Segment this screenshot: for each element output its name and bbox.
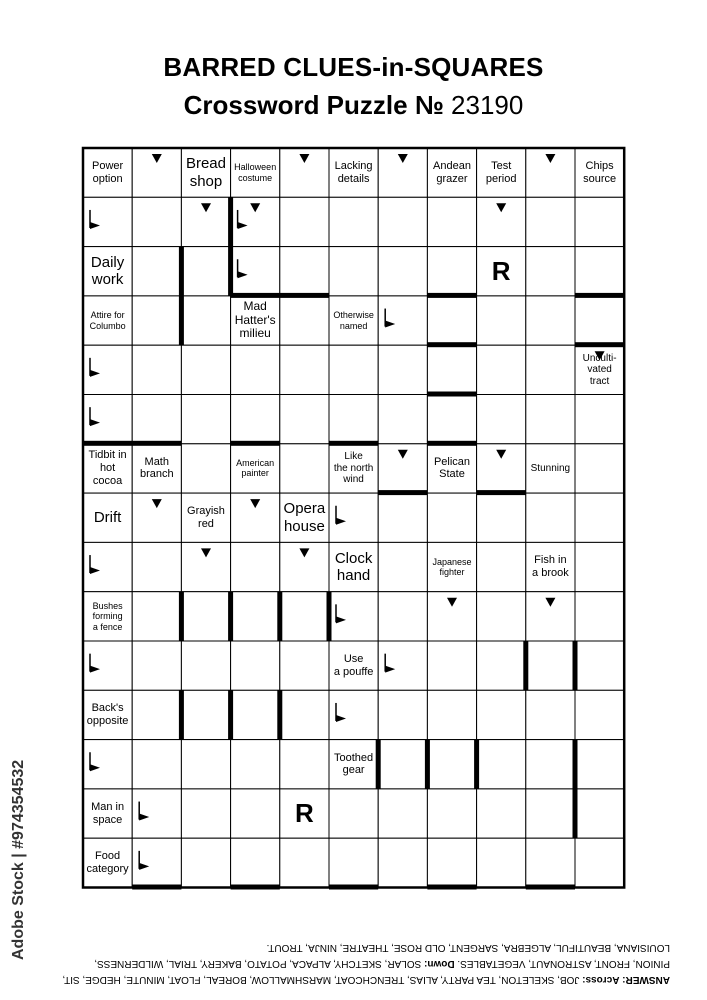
stock-watermark: Adobe Stock | #974354532 (10, 759, 27, 960)
grid-cell (181, 444, 230, 493)
word-bar-horizontal (477, 490, 526, 495)
clue-cell: Bushes forming a fence (92, 600, 123, 632)
clue-cell: Back's opposite (86, 702, 129, 727)
grid-cell (477, 838, 526, 887)
grid-cell (575, 296, 624, 345)
grid-cell (575, 740, 624, 789)
grid-cell (280, 641, 329, 690)
grid-cell (526, 345, 575, 394)
grid-cell (280, 296, 329, 345)
grid-cell (526, 641, 575, 690)
clue-cell: Daily work (90, 253, 125, 289)
clue-cell: Power option (92, 160, 124, 185)
grid-cell (378, 789, 427, 838)
clue-cell: Clock hand (334, 549, 373, 585)
grid-cell (280, 690, 329, 739)
grid-cell (575, 493, 624, 542)
word-bar-vertical (228, 247, 233, 296)
clue-cell: Math branch (139, 455, 174, 481)
grid-cell (526, 247, 575, 296)
grid-cell (575, 592, 624, 641)
word-bar-horizontal (280, 293, 329, 298)
grid-cell (132, 641, 181, 690)
grid-cell (280, 444, 329, 493)
grid-cell (231, 690, 280, 739)
grid-cell (378, 197, 427, 246)
grid-cell (132, 592, 181, 641)
grid-cell (477, 592, 526, 641)
grid-cell (477, 395, 526, 444)
clue-cell: Mad Hatter's milieu (234, 298, 276, 341)
word-bar-horizontal (427, 342, 476, 347)
clue-cell: Stunning (530, 462, 571, 474)
clue-cell: Pelican State (433, 455, 471, 481)
subtitle-prefix: Crossword Puzzle № (183, 90, 444, 120)
word-bar-horizontal (526, 885, 575, 890)
grid-cell (378, 542, 427, 591)
grid-cell (427, 838, 476, 887)
grid-cell (329, 395, 378, 444)
grid-cell (477, 296, 526, 345)
clue-cell: Drift (93, 509, 122, 527)
word-bar-vertical (523, 641, 528, 690)
clue-cell: Toothed gear (334, 751, 374, 777)
grid-cell (231, 789, 280, 838)
grid-cell (378, 345, 427, 394)
given-letter: R (295, 798, 314, 829)
clue-cell: Otherwise named (333, 310, 374, 331)
grid-cell (477, 542, 526, 591)
clue-cell: Lacking details (334, 160, 373, 185)
grid-cell (181, 690, 230, 739)
word-bar-vertical (179, 296, 184, 345)
grid-cell (477, 641, 526, 690)
puzzle-number: 23190 (451, 90, 524, 120)
grid-cell (378, 395, 427, 444)
grid-cell (329, 197, 378, 246)
grid-cell (427, 690, 476, 739)
clue-cell: Halloween costume (234, 162, 277, 183)
grid-cell (280, 395, 329, 444)
grid-cell (427, 296, 476, 345)
word-bar-vertical (228, 197, 233, 246)
grid-cell (477, 690, 526, 739)
clue-cell: Chips source (583, 160, 617, 185)
clue-cell: Japanese fighter (432, 556, 472, 578)
word-bar-vertical (327, 592, 332, 641)
grid-cell (280, 345, 329, 394)
grid-cell (575, 542, 624, 591)
answer-label: ANSWER: (622, 974, 670, 985)
word-bar-horizontal (575, 293, 624, 298)
grid-cell (181, 395, 230, 444)
word-bar-vertical (228, 592, 233, 641)
puzzle-title: BARRED CLUES-in-SQUARES (163, 52, 544, 82)
grid-cell (181, 838, 230, 887)
word-bar-horizontal (132, 885, 181, 890)
grid-cell (329, 838, 378, 887)
grid-cell (280, 838, 329, 887)
grid-cell (132, 197, 181, 246)
word-bar-vertical (179, 690, 184, 739)
grid-cell (526, 493, 575, 542)
grid-cell (427, 641, 476, 690)
answer-across-text: JOB, SKELETON, TEA PARTY, ALIAS, TRENCHCOAT, MARSHMALLOW, BOREAL, FLOAT, MINUTE, HEDGE, SIT, PINION, FRONT, ASTRONAUT, VEGETABLES. (62, 958, 670, 985)
word-bar-horizontal (378, 490, 427, 495)
clue-cell: Food category (86, 850, 129, 875)
grid-cell (181, 789, 230, 838)
grid-cell (575, 690, 624, 739)
word-bar-horizontal (329, 885, 378, 890)
grid-cell (427, 247, 476, 296)
grid-cell (231, 542, 280, 591)
grid-cell (181, 740, 230, 789)
word-bar-vertical (179, 592, 184, 641)
word-bar-vertical (573, 641, 578, 690)
word-bar-vertical (228, 690, 233, 739)
grid-cell (575, 444, 624, 493)
grid-cell (329, 789, 378, 838)
grid-cell (378, 740, 427, 789)
grid-cell (526, 296, 575, 345)
grid-cell (427, 345, 476, 394)
grid-cell (280, 197, 329, 246)
word-bar-horizontal (231, 885, 280, 890)
grid-cell (329, 247, 378, 296)
grid-cell (181, 592, 230, 641)
grid-cell (526, 838, 575, 887)
grid-cell (280, 247, 329, 296)
grid-cell (575, 789, 624, 838)
word-bar-vertical (277, 690, 282, 739)
grid-cell (526, 395, 575, 444)
word-bar-vertical (573, 789, 578, 838)
word-bar-horizontal (427, 885, 476, 890)
grid-cell (477, 740, 526, 789)
word-bar-vertical (425, 740, 430, 789)
grid-cell (132, 690, 181, 739)
grid-cell (427, 197, 476, 246)
grid-cell (132, 296, 181, 345)
grid-cell (526, 789, 575, 838)
grid-cell (231, 740, 280, 789)
grid-cell (575, 838, 624, 887)
grid-cell (378, 493, 427, 542)
answer-key (40, 907, 670, 987)
word-bar-horizontal (427, 293, 476, 298)
grid-cell (526, 690, 575, 739)
grid-cell (132, 740, 181, 789)
grid-cell (181, 296, 230, 345)
grid-cell (280, 740, 329, 789)
grid-cell (378, 247, 427, 296)
grid-cell (575, 247, 624, 296)
clue-cell: Like the north wind (333, 451, 374, 486)
clue-cell: Fish in a brook (532, 554, 569, 580)
grid-cell (526, 740, 575, 789)
word-bar-vertical (573, 740, 578, 789)
grid-cell (526, 197, 575, 246)
clue-cell: Tidbit in hot cocoa (88, 449, 127, 487)
grid-cell (378, 592, 427, 641)
word-bar-vertical (474, 740, 479, 789)
grid-cell (427, 395, 476, 444)
grid-cell (181, 641, 230, 690)
grid-cell (477, 789, 526, 838)
grid-cell (575, 641, 624, 690)
clue-cell: Grayish red (187, 505, 225, 530)
clue-cell: Bread shop (185, 155, 226, 190)
clue-cell: Unculti- vated tract (582, 352, 617, 387)
grid-cell (132, 345, 181, 394)
clue-cell: American painter (236, 458, 275, 479)
given-letter: R (491, 255, 511, 286)
grid-cell (427, 789, 476, 838)
grid-cell (477, 345, 526, 394)
grid-cell (575, 197, 624, 246)
clue-cell: Test period (485, 160, 517, 185)
grid-cell (231, 592, 280, 641)
word-bar-vertical (277, 592, 282, 641)
clue-cell: Man in space (91, 800, 125, 826)
grid-cell (427, 493, 476, 542)
grid-cell (280, 592, 329, 641)
word-bar-horizontal (427, 392, 476, 397)
clue-cell: Opera house (283, 500, 326, 535)
grid-cell (231, 395, 280, 444)
answer-across-label: Across: (582, 974, 620, 985)
grid-cell (231, 838, 280, 887)
grid-cell (427, 740, 476, 789)
word-bar-vertical (179, 247, 184, 296)
grid-cell (575, 395, 624, 444)
answer-down-text: SOLAR, SKETCHY, ALPACA, POTATO, BAKERY, TRIAL, WILDERNESS, LOUISIANA, BEAUTIFUL, ALGEBRA, SARGENT, OLD ROSE, THEATRE, NINJA, TROUT. (94, 942, 670, 969)
clue-cell: Use a pouffe (333, 653, 374, 678)
grid-cell (181, 247, 230, 296)
grid-cell (231, 345, 280, 394)
grid-cell (231, 641, 280, 690)
grid-cell (378, 838, 427, 887)
grid-cell (132, 542, 181, 591)
grid-cell (477, 493, 526, 542)
clue-cell: Attire for Columbo (89, 310, 126, 331)
grid-cell (378, 690, 427, 739)
grid-cell (132, 395, 181, 444)
clue-cell: Andean grazer (433, 160, 471, 185)
answer-down-label: Down: (424, 958, 455, 969)
grid-cell (132, 247, 181, 296)
grid-cell (329, 345, 378, 394)
grid-cell (181, 345, 230, 394)
